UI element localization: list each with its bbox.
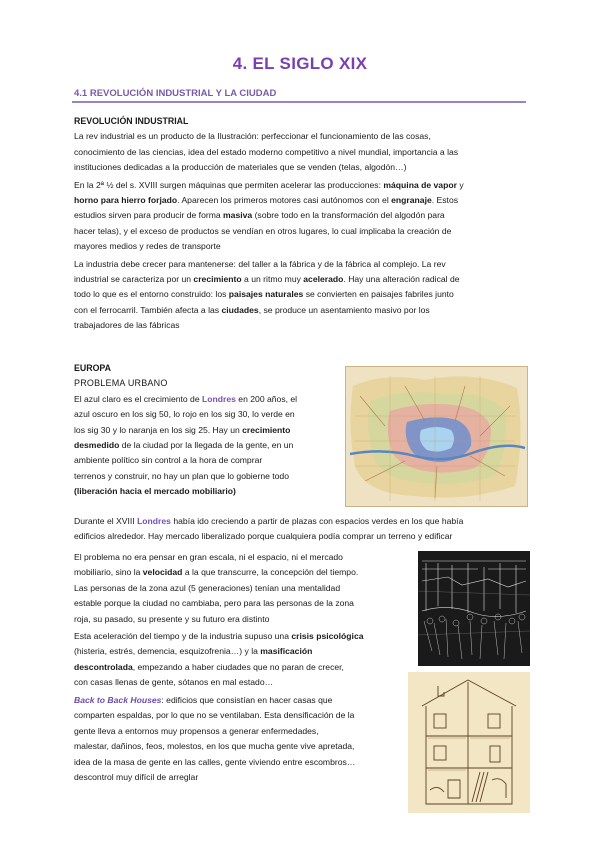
paragraph-line: todo lo que es el entorno construido: los paisajes naturales se convierten en paisajes fabriles junto: [74, 289, 454, 300]
paragraph-line: Esta aceleración del tiempo y de la industria supuso una crisis psicológica: [74, 631, 364, 642]
paragraph-line: La industria debe crecer para mantenerse: del taller a la fábrica y de la fábrica al complejo. La rev: [74, 258, 446, 269]
back-to-back-house-sketch-image: [408, 672, 530, 813]
paragraph-line: con casas llenas de gente, sótanos en mal estado…: [74, 677, 274, 688]
paragraph-line: (liberación hacia el mercado mobiliario): [74, 486, 236, 497]
london-growth-map-image: [345, 366, 528, 507]
section-europa-velocidad: [74, 550, 414, 691]
section-back-to-back: [74, 693, 406, 785]
section-subheading: PROBLEMA URBANO: [74, 378, 168, 389]
paragraph-line: En la 2ª ½ del s. XVIII surgen máquinas que permiten acelerar las producciones: máquina de vapor y: [74, 179, 464, 190]
paragraph-line: los sig 30 y lo naranja en los sig 25. Hay un crecimiento: [74, 424, 291, 435]
paragraph-line: desmedido de la ciudad por la llegada de la gente, en un: [74, 440, 294, 451]
engraving-icon: [418, 551, 530, 666]
paragraph-line: Las personas de la zona azul (5 generaciones) tenían una mentalidad: [74, 582, 341, 593]
paragraph-line: La rev industrial es un producto de la Ilustración: perfeccionar el funcionamiento de las cosas,: [74, 131, 431, 142]
paragraph-line: comparten espaldas, por lo que no se ventilaban. Esta densificación de la: [74, 710, 355, 721]
paragraph-line: descontrolada, empezando a haber ciudades que no paran de crecer,: [74, 661, 344, 672]
paragraph-line: industrial se caracteriza por un crecimiento a un ritmo muy acelerado. Hay una alteración radical de: [74, 274, 460, 285]
paragraph-line: trabajadores de las fábricas: [74, 320, 180, 331]
paragraph-line: (histeria, estrés, demencia, esquizofrenia…) y la masificación: [74, 646, 313, 657]
paragraph-line: mayores medios y redes de transporte: [74, 241, 221, 252]
house-sketch-icon: [408, 672, 530, 813]
paragraph-line: Durante el XVIII Londres había ido creciendo a partir de plazas con espacios verdes en los que había: [74, 516, 464, 526]
section-europa-cont: [74, 514, 534, 545]
section-heading: REVOLUCIÓN INDUSTRIAL: [74, 116, 189, 126]
paragraph-line: estable porque la ciudad no cambiaba, pero para las personas de la zona: [74, 598, 354, 609]
paragraph-line: El azul claro es el crecimiento de Londres en 200 años, el: [74, 393, 298, 404]
paragraph-line: terrenos y construir, no hay un plan que lo gobierne todo: [74, 470, 289, 481]
paragraph-line: idea de la masa de gente en las calles, gente viviendo entre escombros…: [74, 756, 356, 767]
section-revolucion: [74, 114, 534, 334]
section-heading: EUROPA: [74, 363, 111, 373]
section-europa: [74, 361, 344, 500]
page-title: 4. EL SIGLO XIX: [232, 54, 368, 73]
paragraph-line: El problema no era pensar en gran escala, ni el espacio, ni el mercado: [74, 552, 343, 562]
paragraph-line: roja, su pasado, su presente y su futuro era distinto: [74, 613, 270, 624]
paragraph-line: descontrol muy difícil de arreglar: [74, 772, 199, 783]
crowded-city-engraving-image: [418, 551, 530, 666]
paragraph-line: hacer telas), y el exceso de productos se vendían en otros lugares, lo cual implicaba la creación de: [74, 225, 452, 236]
paragraph-line: azul oscuro en los sig 50, lo rojo en los sig 30, lo verde en: [74, 409, 295, 420]
map-icon: [345, 366, 528, 507]
paragraph-line: mobiliario, sino la velocidad a la que transcurre, la concepción del tiempo.: [74, 567, 359, 578]
paragraph-line: con el ferrocarril. También afecta a las ciudades, se produce un asentamiento masivo por los: [74, 304, 430, 315]
paragraph-line: instituciones dedicadas a la producción de materiales que se venden (telas, algodón…): [74, 162, 407, 173]
paragraph-line: ambiente político sin control a la hora de comprar: [74, 455, 263, 466]
paragraph-line: malestar, dañinos, feos, molestos, en los que mucha gente vive apretada,: [74, 741, 355, 752]
title-divider: [72, 101, 526, 103]
paragraph-line: gente lleva a entornos muy propensos a generar enfermedades,: [74, 725, 319, 736]
section-subtitle: 4.1 REVOLUCIÓN INDUSTRIAL Y LA CIUDAD: [74, 88, 277, 99]
paragraph-line: conocimiento de las ciencias, idea del estado moderno competitivo a nivel mundial, importancia a las: [74, 146, 459, 157]
paragraph-line: edificios alrededor. Hay mercado liberalizado porque cualquiera podía comprar un terreno y edificar: [74, 531, 453, 542]
paragraph-line: horno para hierro forjado. Aparecen los primeros motores casi autónomos con el engranaje. Estos: [74, 195, 459, 206]
paragraph-line: estudios sirven para producir de forma masiva (sobre todo en la transformación del algodón para: [74, 210, 445, 221]
paragraph-line: Back to Back Houses: edificios que consistían en hacer casas que: [74, 695, 333, 705]
